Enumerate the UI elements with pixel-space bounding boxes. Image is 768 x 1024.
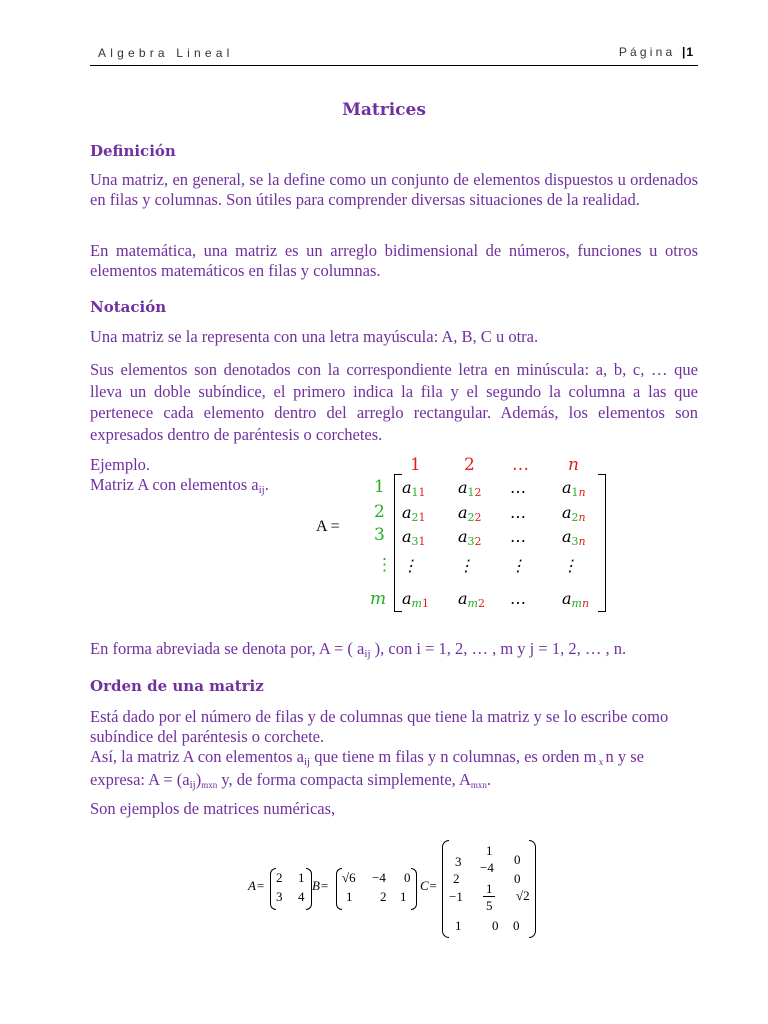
matrix-A-name: A= (248, 878, 265, 893)
matrix-B-name: B= (312, 878, 329, 893)
matrix-cell: 3 (276, 889, 283, 904)
page-title: Matrices (342, 100, 426, 120)
matrix-cell: 0 (513, 918, 520, 933)
section-definicion (90, 142, 698, 162)
matrix-C-name: C= (420, 878, 438, 893)
orden-text: Así, la matriz A con elementos a (90, 747, 304, 766)
element-symbol: … (510, 527, 526, 546)
row-index: 3 (571, 535, 579, 548)
element-symbol: a (402, 503, 412, 522)
element-symbol: a (562, 527, 572, 546)
element-symbol: a (562, 589, 572, 608)
col-header: n (568, 455, 579, 475)
col-index: n (578, 486, 586, 499)
matrix-cell: √2 (516, 888, 530, 903)
notacion-paragraph-1: Una matriz se la representa con una letra mayúscula: A, B, C u otra. (90, 327, 539, 346)
orden-paragraph-3: Son ejemplos de matrices numéricas, (90, 799, 336, 818)
matrix-cell: 3 (455, 854, 462, 869)
element-symbol: a (458, 527, 468, 546)
notacion-paragraph-2: Sus elementos son denotados con la correspondiente letra en minúscula: a, b, c, … que lleva un doble subíndice, el primero indica la fila y el segundo la columna a las que pertenece cada elemento dentro del arreglo rectangular. Además, los elementos son expresados dentro de paréntesis o corchetes. (90, 360, 698, 444)
element-symbol: a (402, 589, 412, 608)
ejemplo-line-2-text: Matriz A con elementos a (90, 474, 259, 494)
page-label: Página (618, 45, 676, 59)
ejemplo-line-1: Ejemplo. (90, 455, 151, 474)
row-index: 3 (467, 535, 475, 548)
orden-text: ) (195, 769, 202, 789)
row-header: 1 (374, 477, 385, 497)
element-symbol: ⋮ (402, 556, 418, 575)
matrix-cell: 1 (346, 889, 353, 904)
matrix-A-label: A = (316, 518, 340, 535)
matrix-element (458, 527, 482, 546)
matrix-cell: 2 (276, 870, 283, 885)
general-matrix (370, 455, 610, 615)
matrix-cell: 0 (492, 918, 499, 933)
matrix-cell: 4 (298, 889, 305, 904)
col-header: … (512, 455, 529, 475)
element-symbol: … (510, 503, 526, 522)
ejemplo-text (90, 455, 320, 497)
col-index: 2 (477, 597, 485, 610)
matrix-element (458, 503, 482, 522)
orden-subscript: x (596, 757, 606, 767)
matrix-element (510, 589, 526, 608)
matrix-element (510, 556, 526, 575)
row-index: 1 (571, 486, 579, 499)
element-symbol: ⋮ (458, 556, 474, 575)
element-symbol: a (458, 503, 468, 522)
matrix-element (402, 527, 426, 546)
col-header: 2 (464, 455, 475, 475)
ejemplo-subscript: ij (258, 483, 265, 496)
matrix-cell: 1 (486, 881, 493, 896)
element-symbol: ⋮ (562, 556, 578, 575)
col-index: 1 (418, 511, 426, 524)
matrix-element (510, 503, 526, 522)
orden-paragraph-1: Está dado por el número de filas y de columnas que tiene la matriz y se lo escribe como subíndice del paréntesis o corchete. (90, 707, 669, 746)
col-index: n (578, 535, 586, 548)
element-symbol: a (562, 503, 572, 522)
row-index: m (571, 597, 582, 610)
section-orden (90, 677, 698, 697)
col-index: 1 (418, 535, 426, 548)
matrix-cell: 0 (514, 852, 521, 867)
heading-definicion: Definición (90, 142, 176, 160)
row-index: 2 (571, 511, 579, 524)
row-header: 2 (374, 502, 385, 522)
row-index: 1 (411, 486, 419, 499)
heading-notacion: Notación (90, 298, 167, 316)
paren-left (442, 840, 449, 938)
matrix-cell: 1 (400, 889, 407, 904)
col-index: n (581, 597, 590, 610)
matrix-cell: 0 (404, 870, 411, 885)
matrix-cell: 0 (514, 871, 521, 886)
ejemplo-line-2 (90, 475, 320, 498)
abreviada-text: En forma abreviada se denota por, A = ( a (90, 639, 365, 658)
matrix-element (402, 556, 418, 575)
col-index: n (578, 511, 586, 524)
matrix-cell: 1 (298, 870, 305, 885)
heading-orden: Orden de una matriz (90, 677, 264, 695)
element-symbol: … (510, 478, 526, 497)
element-symbol: a (458, 589, 468, 608)
matrix-cell: 5 (486, 898, 493, 913)
definicion-paragraph-1: Una matriz, en general, se la define como un conjunto de elementos dispuestos u ordenados en filas y columnas. Son útiles para comprender diversas situaciones de la realidad. (90, 170, 698, 209)
element-symbol: a (562, 478, 572, 497)
col-index: 2 (474, 511, 482, 524)
matrix-cell: −1 (449, 889, 463, 904)
matrix-element (562, 478, 586, 497)
matrix-element (458, 478, 482, 497)
row-index: 3 (411, 535, 419, 548)
matrix-element (402, 589, 429, 608)
paren-right (411, 868, 417, 910)
orden-text: y, de forma compacta simplemente, A (217, 769, 471, 789)
orden-text: que tiene m filas y n columnas, es orden m (310, 747, 597, 766)
matrix-element (402, 478, 426, 497)
fraction-bar (483, 896, 495, 897)
matrix-cell: −4 (480, 860, 494, 875)
matrix-cell: −4 (372, 870, 386, 885)
matrix-element (562, 527, 586, 546)
element-symbol: a (458, 478, 468, 497)
element-symbol: a (402, 527, 412, 546)
right-bracket (598, 474, 606, 612)
matrix-cell: 2 (453, 871, 460, 886)
abreviada-text-end: ), con i = 1, 2, … , m y j = 1, 2, … , n. (370, 639, 627, 658)
abreviada-line (90, 639, 698, 662)
numeric-matrices (248, 838, 548, 938)
orden-paragraph-2 (90, 747, 698, 792)
orden-subscript: ij (303, 756, 311, 768)
matrix-element (458, 556, 474, 575)
orden-subscript: ij (189, 778, 196, 791)
matrix-element (458, 589, 485, 608)
row-index: 2 (467, 511, 475, 524)
col-index: 2 (474, 535, 482, 548)
paren-right (529, 840, 536, 938)
col-index: 2 (474, 486, 482, 499)
page-number: |1 (681, 45, 694, 59)
matrix-cell: √6 (342, 870, 356, 885)
row-header: 3 (374, 525, 385, 545)
definicion-paragraph-2: En matemática, una matriz es un arreglo bidimensional de números, funciones u otros elementos matemáticos en filas y columnas. (90, 241, 698, 280)
section-notacion (90, 298, 698, 318)
row-index: 2 (411, 511, 419, 524)
element-symbol: ⋮ (510, 556, 526, 575)
orden-text: . (486, 769, 492, 789)
row-header: ⋮ (376, 555, 393, 575)
row-index: 1 (467, 486, 475, 499)
header-page (619, 45, 694, 59)
matrix-element (562, 556, 578, 575)
left-bracket (394, 474, 402, 612)
element-symbol: a (402, 478, 412, 497)
page-header (90, 45, 698, 66)
matrix-element (562, 589, 589, 608)
matrix-element (510, 527, 526, 546)
col-index: 1 (421, 597, 429, 610)
matrix-element (562, 503, 586, 522)
matrix-cell: 1 (455, 918, 462, 933)
matrix-cell: 2 (380, 889, 387, 904)
header-title: Algebra Lineal (98, 46, 234, 60)
row-index: m (411, 597, 422, 610)
ejemplo-line-2-end: . (264, 474, 269, 494)
element-symbol: … (510, 589, 526, 608)
col-header: 1 (410, 455, 421, 475)
orden-subscript: mxn (470, 779, 487, 790)
row-header: m (370, 589, 387, 609)
matrix-element (402, 503, 426, 522)
matrix-element (510, 478, 526, 497)
orden-text: n y se expresa: A = (a (90, 747, 644, 789)
abreviada-subscript: ij (364, 648, 371, 660)
matrix-cell: 1 (486, 843, 493, 858)
orden-subscript: mxn (201, 779, 218, 790)
row-index: m (467, 597, 478, 610)
col-index: 1 (418, 486, 426, 499)
